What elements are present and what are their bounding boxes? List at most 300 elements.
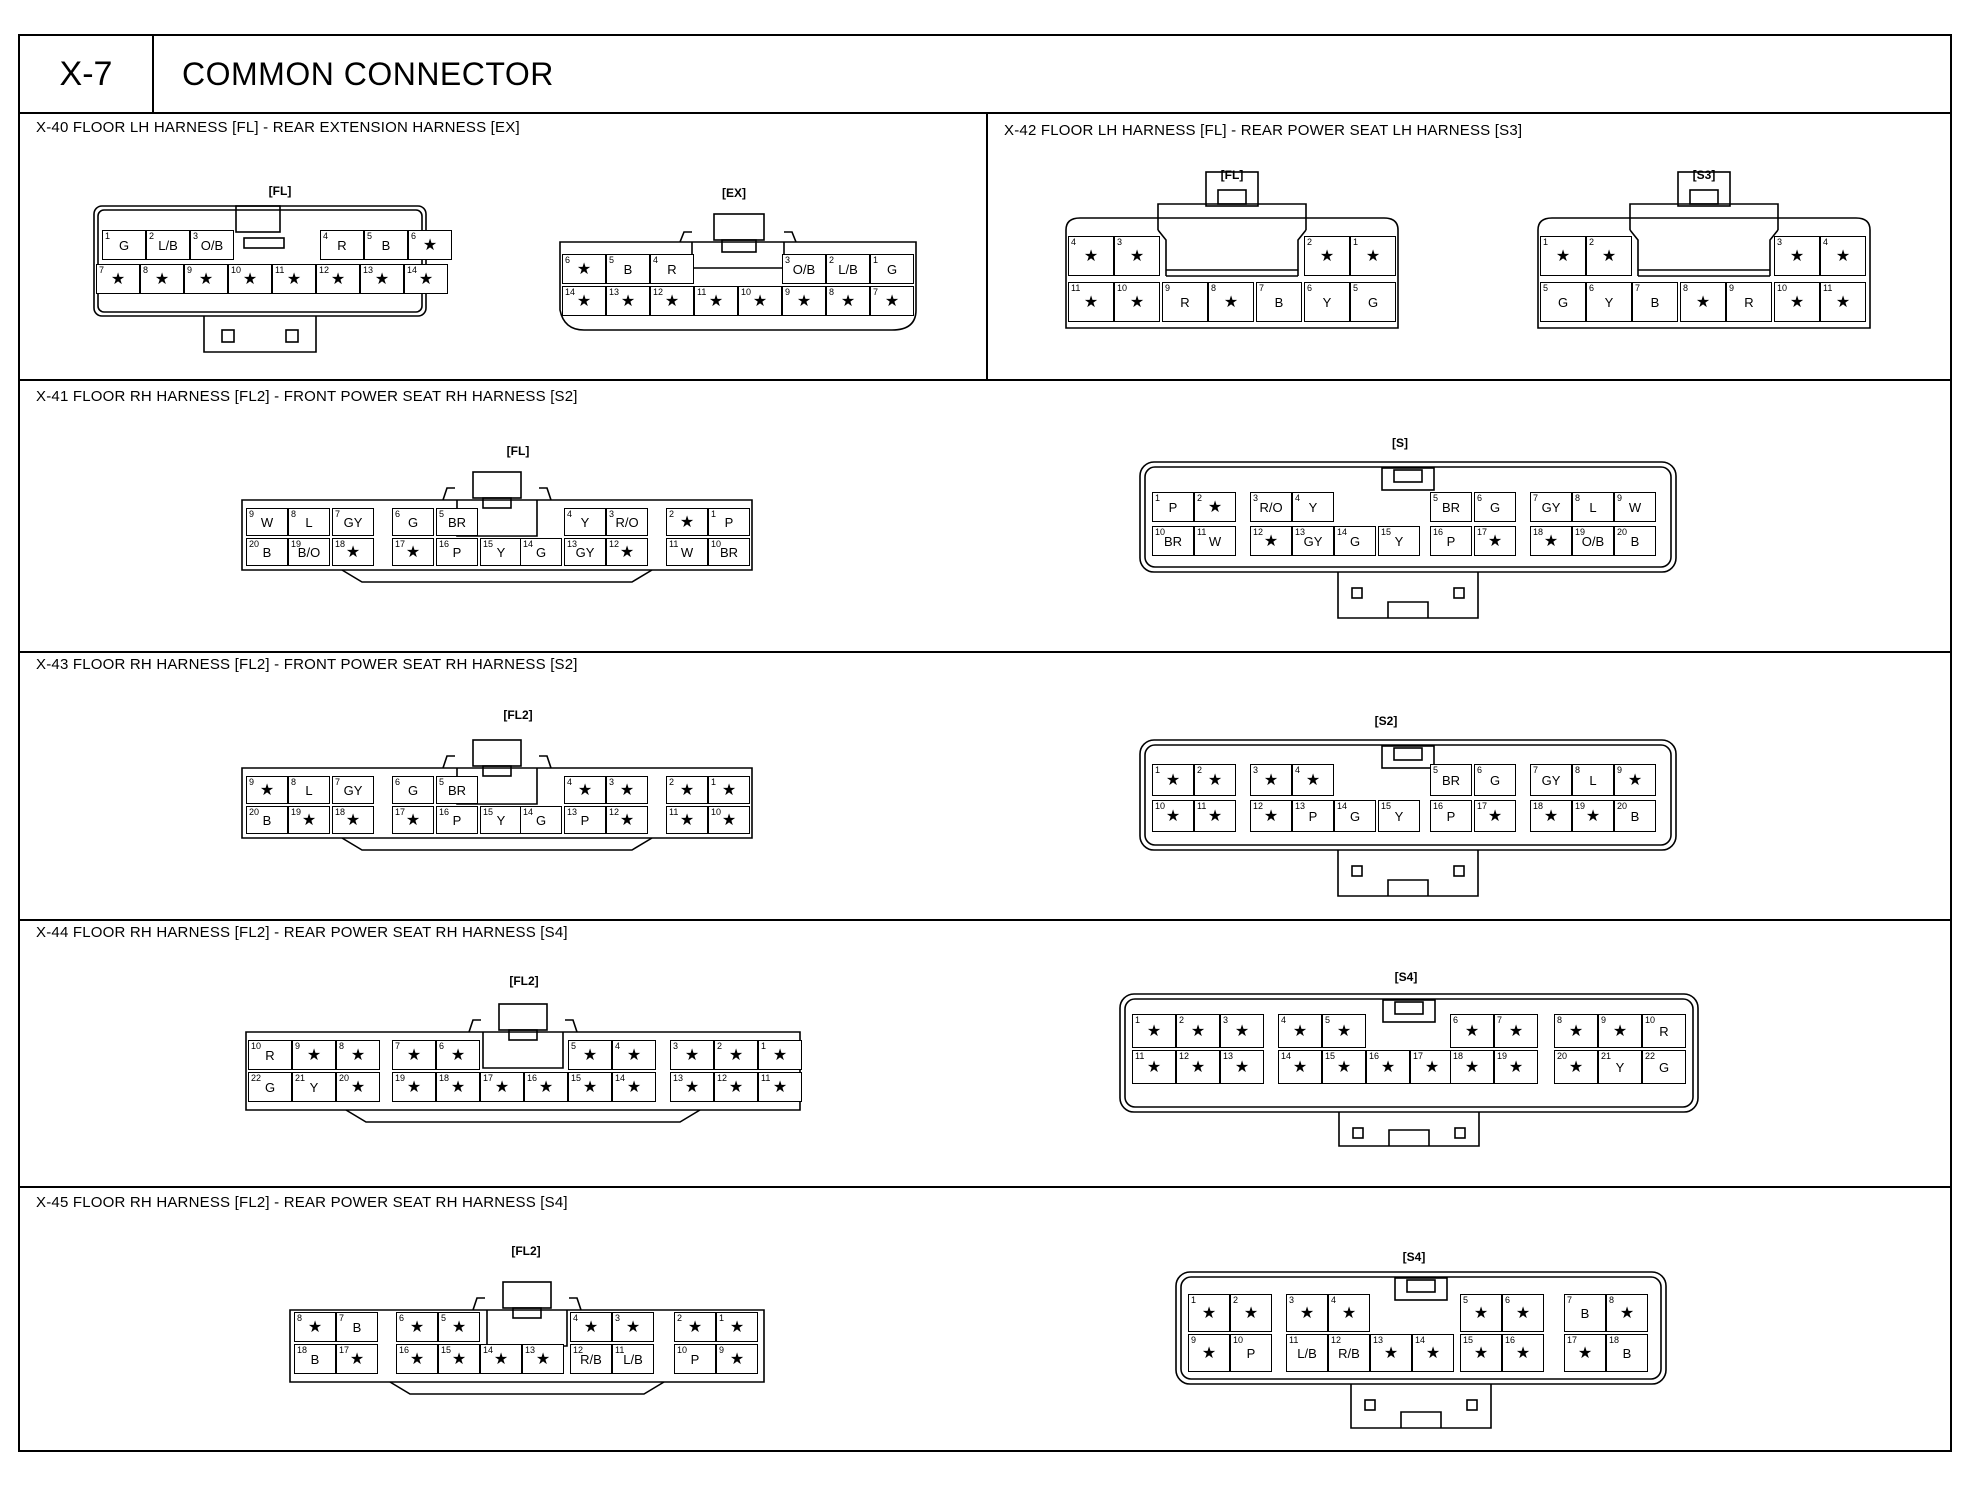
pin-cell	[1370, 1334, 1412, 1372]
unused-pin-star-icon: ★	[1292, 1059, 1308, 1077]
pin-cell	[392, 1040, 436, 1070]
pin-number: 18	[1609, 1335, 1620, 1345]
pin-number: 17	[339, 1345, 350, 1355]
pin-number: 13	[363, 265, 374, 275]
pin-number: 14	[1337, 527, 1348, 537]
pin-number: 6	[1589, 283, 1595, 293]
unused-pin-star-icon: ★	[728, 1047, 744, 1065]
pin-cell	[606, 286, 650, 316]
pin-cell	[140, 264, 184, 294]
pin-cell	[612, 1344, 654, 1374]
pin-number: 14	[523, 539, 534, 549]
unused-pin-star-icon: ★	[687, 1319, 703, 1337]
pin-cell	[1530, 764, 1572, 796]
pin-cell	[520, 806, 562, 834]
unused-pin-star-icon: ★	[301, 812, 317, 830]
section-divider	[20, 919, 1950, 921]
pin-number: 13	[1223, 1051, 1234, 1061]
wire-color: GY	[1541, 773, 1561, 789]
pin-number: 7	[99, 265, 105, 275]
unused-pin-star-icon: ★	[374, 271, 390, 289]
pin-number: 8	[291, 509, 297, 519]
unused-pin-star-icon: ★	[1165, 808, 1181, 826]
pin-cell	[1430, 800, 1472, 832]
wire-color: R	[1744, 295, 1754, 311]
connector-x43-fl2	[242, 740, 752, 850]
wire-color: P	[452, 545, 462, 561]
pin-cell	[436, 806, 478, 834]
wire-color: G	[118, 238, 130, 254]
pin-cell	[568, 1040, 612, 1070]
unused-pin-star-icon: ★	[1319, 248, 1335, 266]
unused-pin-star-icon: ★	[538, 1079, 554, 1097]
pin-number: 13	[567, 539, 578, 549]
pin-cell	[1474, 764, 1516, 796]
unused-pin-star-icon: ★	[1577, 1345, 1593, 1363]
section-divider	[20, 651, 1950, 653]
unused-pin-star-icon: ★	[684, 1047, 700, 1065]
pin-cell	[674, 1344, 716, 1374]
unused-pin-star-icon: ★	[1543, 808, 1559, 826]
pin-number: 14	[1415, 1335, 1426, 1345]
pin-number: 4	[323, 231, 329, 241]
pin-number: 8	[1557, 1015, 1563, 1025]
unused-pin-star-icon: ★	[345, 544, 361, 562]
unused-pin-star-icon: ★	[306, 1047, 322, 1065]
pin-cell	[1460, 1294, 1502, 1332]
pin-number: 5	[367, 231, 373, 241]
pin-cell	[1726, 282, 1772, 322]
pin-number: 1	[105, 231, 111, 241]
pin-cell	[360, 264, 404, 294]
pin-number: 6	[565, 255, 571, 265]
wire-color: G	[407, 783, 419, 799]
wire-color: BR	[1441, 500, 1461, 516]
pin-cell	[1410, 1050, 1454, 1084]
pin-number: 1	[711, 777, 717, 787]
wire-color: Y	[1615, 1060, 1625, 1076]
unused-pin-star-icon: ★	[1336, 1059, 1352, 1077]
unused-pin-star-icon: ★	[493, 1351, 509, 1369]
unused-pin-star-icon: ★	[1835, 294, 1851, 312]
sheet-title: COMMON CONNECTOR	[182, 56, 554, 92]
pin-cell	[248, 1072, 292, 1102]
pin-cell	[246, 538, 288, 566]
pin-number: 2	[1307, 237, 1313, 247]
unused-pin-star-icon: ★	[583, 1319, 599, 1337]
pin-number: 3	[1289, 1295, 1295, 1305]
pin-cell	[336, 1312, 378, 1342]
pin-cell	[666, 538, 708, 566]
unused-pin-star-icon: ★	[1146, 1059, 1162, 1077]
pin-number: 2	[669, 777, 675, 787]
pin-number: 10	[1117, 283, 1128, 293]
pin-cell	[392, 776, 434, 804]
pin-number: 6	[411, 231, 417, 241]
pin-number: 18	[1453, 1051, 1464, 1061]
pin-number: 3	[1117, 237, 1123, 247]
pin-number: 2	[149, 231, 155, 241]
pin-number: 14	[1337, 801, 1348, 811]
pin-number: 1	[1191, 1295, 1197, 1305]
pin-cell	[674, 1312, 716, 1342]
pin-number: 4	[615, 1041, 621, 1051]
pin-cell	[1642, 1050, 1686, 1084]
pin-number: 16	[1369, 1051, 1380, 1061]
section-title-x45: X-45 FLOOR RH HARNESS [FL2] - REAR POWER SEAT RH HARNESS [S4]	[36, 1194, 568, 1211]
pin-number: 3	[1223, 1015, 1229, 1025]
pin-number: 19	[395, 1073, 406, 1083]
pin-cell	[606, 508, 648, 536]
pin-number: 5	[571, 1041, 577, 1051]
pin-number: 14	[565, 287, 576, 297]
wire-color: GY	[343, 515, 363, 531]
connector-x42-fl	[1066, 190, 1398, 336]
unused-pin-star-icon: ★	[679, 812, 695, 830]
pin-number: 16	[439, 807, 450, 817]
pin-cell	[1230, 1334, 1272, 1372]
unused-pin-star-icon: ★	[619, 812, 635, 830]
pin-cell	[1614, 526, 1656, 556]
pin-cell	[564, 806, 606, 834]
pin-cell	[568, 1072, 612, 1102]
pin-cell	[272, 264, 316, 294]
wire-color: G	[1349, 534, 1361, 550]
pin-cell	[1598, 1014, 1642, 1048]
pin-number: 8	[1609, 1295, 1615, 1305]
unused-pin-star-icon: ★	[576, 293, 592, 311]
pin-number: 13	[1373, 1335, 1384, 1345]
pin-number: 9	[249, 509, 255, 519]
pin-number: 7	[1497, 1015, 1503, 1025]
pin-number: 15	[483, 539, 494, 549]
pin-cell	[1460, 1334, 1502, 1372]
pin-cell	[694, 286, 738, 316]
pin-number: 7	[1635, 283, 1641, 293]
connector-x44-s4	[1120, 994, 1698, 1150]
pin-cell	[1430, 492, 1472, 522]
pin-cell	[336, 1344, 378, 1374]
pin-cell	[1366, 1050, 1410, 1084]
wire-color: G	[1557, 295, 1569, 311]
pin-cell	[1068, 236, 1114, 276]
pin-number: 11	[1071, 283, 1081, 293]
pin-cell	[1564, 1294, 1606, 1332]
pin-number: 5	[439, 777, 445, 787]
pin-cell	[562, 286, 606, 316]
pin-cell	[294, 1344, 336, 1374]
section-title-x40: X-40 FLOOR LH HARNESS [FL] - REAR EXTENSION HARNESS [EX]	[36, 119, 520, 136]
pin-cell	[564, 508, 606, 536]
pin-cell	[1230, 1294, 1272, 1332]
unused-pin-star-icon: ★	[626, 1047, 642, 1065]
pin-cell	[1250, 526, 1292, 556]
pin-number: 11	[1135, 1051, 1145, 1061]
pin-cell	[1334, 526, 1376, 556]
pin-cell	[1474, 800, 1516, 832]
pin-number: 20	[339, 1073, 350, 1083]
header-divider	[20, 112, 1950, 114]
unused-pin-star-icon: ★	[1464, 1059, 1480, 1077]
pin-number: 17	[395, 539, 406, 549]
pin-number: 7	[873, 287, 879, 297]
pin-cell	[1606, 1334, 1648, 1372]
pin-cell	[1572, 764, 1614, 796]
pin-cell	[480, 538, 522, 566]
wire-color: R	[1180, 295, 1190, 311]
pin-number: 17	[395, 807, 406, 817]
pin-cell	[738, 286, 782, 316]
pin-number: 12	[573, 1345, 584, 1355]
wire-color: O/B	[200, 238, 224, 254]
wire-color: W	[1208, 534, 1222, 550]
unused-pin-star-icon: ★	[406, 1047, 422, 1065]
pin-number: 9	[249, 777, 255, 787]
pin-cell	[436, 1040, 480, 1070]
wire-color: BR	[719, 545, 739, 561]
wire-color: Y	[496, 813, 506, 829]
pin-cell	[1334, 800, 1376, 832]
pin-cell	[826, 254, 870, 284]
pin-cell	[650, 286, 694, 316]
pin-number: 9	[1191, 1335, 1197, 1345]
pin-number: 8	[1683, 283, 1689, 293]
pin-number: 18	[1533, 527, 1544, 537]
pin-number: 17	[1477, 527, 1488, 537]
pin-cell	[708, 806, 750, 834]
unused-pin-star-icon: ★	[1146, 1023, 1162, 1041]
unused-pin-star-icon: ★	[1365, 248, 1381, 266]
pin-cell	[436, 776, 478, 804]
pin-cell	[612, 1040, 656, 1070]
pin-cell	[708, 508, 750, 536]
pin-cell	[562, 254, 606, 284]
pin-cell	[294, 1312, 336, 1342]
pin-number: 12	[1331, 1335, 1342, 1345]
pin-number: 6	[439, 1041, 445, 1051]
pin-number: 4	[1295, 493, 1301, 503]
pin-cell	[392, 1072, 436, 1102]
unused-pin-star-icon: ★	[259, 782, 275, 800]
pin-cell	[1378, 800, 1420, 832]
pin-cell	[408, 230, 452, 260]
wire-color: Y	[1308, 500, 1318, 516]
pin-number: 20	[1617, 801, 1628, 811]
pin-number: 2	[1589, 237, 1595, 247]
pin-cell	[1292, 526, 1334, 556]
pin-cell	[1474, 492, 1516, 522]
wire-color: W	[680, 545, 694, 561]
unused-pin-star-icon: ★	[1487, 533, 1503, 551]
pin-number: 4	[1295, 765, 1301, 775]
pin-cell	[1572, 526, 1614, 556]
pin-cell	[1564, 1334, 1606, 1372]
pin-cell	[1292, 800, 1334, 832]
pin-number: 6	[395, 509, 401, 519]
pin-cell	[758, 1072, 802, 1102]
pin-cell	[146, 230, 190, 260]
pin-number: 18	[297, 1345, 308, 1355]
pin-cell	[1502, 1334, 1544, 1372]
pin-cell	[1450, 1050, 1494, 1084]
pin-cell	[1322, 1050, 1366, 1084]
unused-pin-star-icon: ★	[1190, 1059, 1206, 1077]
pin-number: 1	[873, 255, 879, 265]
pin-cell	[288, 776, 330, 804]
pin-cell	[1194, 526, 1236, 556]
pin-number: 6	[1505, 1295, 1511, 1305]
wire-color: O/B	[792, 262, 816, 278]
pin-cell	[612, 1312, 654, 1342]
pin-cell	[1114, 282, 1160, 322]
pin-number: 4	[573, 1313, 579, 1323]
pin-number: 21	[295, 1073, 306, 1083]
pin-cell	[184, 264, 228, 294]
pin-number: 12	[319, 265, 330, 275]
pin-number: 11	[275, 265, 285, 275]
pin-number: 2	[1233, 1295, 1239, 1305]
pin-cell	[708, 776, 750, 804]
wire-color: L/B	[838, 262, 858, 278]
pin-number: 4	[1823, 237, 1829, 247]
unused-pin-star-icon: ★	[1464, 1023, 1480, 1041]
unused-pin-star-icon: ★	[840, 293, 856, 311]
pin-number: 4	[1281, 1015, 1287, 1025]
wire-color: Y	[496, 545, 506, 561]
pin-cell	[1606, 1294, 1648, 1332]
pin-cell	[1068, 282, 1114, 322]
pin-cell	[1378, 526, 1420, 556]
pin-cell	[782, 254, 826, 284]
pin-cell	[714, 1040, 758, 1070]
pin-cell	[570, 1312, 612, 1342]
pin-number: 17	[1413, 1051, 1424, 1061]
wire-color: R/O	[615, 515, 639, 531]
unused-pin-star-icon: ★	[729, 1351, 745, 1369]
pin-cell	[782, 286, 826, 316]
unused-pin-star-icon: ★	[350, 1079, 366, 1097]
unused-pin-star-icon: ★	[1243, 1305, 1259, 1323]
wire-color: W	[260, 515, 274, 531]
unused-pin-star-icon: ★	[1336, 1023, 1352, 1041]
pin-cell	[1540, 282, 1586, 322]
pin-number: 20	[1617, 527, 1628, 537]
pin-number: 2	[829, 255, 835, 265]
pin-cell	[1250, 764, 1292, 796]
section-title-x41: X-41 FLOOR RH HARNESS [FL2] - FRONT POWER SEAT RH HARNESS [S2]	[36, 388, 578, 405]
pin-cell	[1176, 1050, 1220, 1084]
pin-cell	[1194, 764, 1236, 796]
wire-color: B	[381, 238, 391, 254]
wire-color: GY	[343, 783, 363, 799]
pin-cell	[1328, 1334, 1370, 1372]
pin-cell	[1494, 1050, 1538, 1084]
wire-color: Y	[1394, 534, 1404, 550]
pin-cell	[246, 508, 288, 536]
unused-pin-star-icon: ★	[1487, 808, 1503, 826]
wire-color: G	[535, 545, 547, 561]
pin-number: 16	[1433, 527, 1444, 537]
section-divider	[20, 1186, 1950, 1188]
wire-color: P	[1446, 809, 1456, 825]
wire-color: R	[1659, 1024, 1669, 1040]
connector-x45-s4	[1176, 1272, 1666, 1432]
unused-pin-star-icon: ★	[1585, 808, 1601, 826]
pin-number: 15	[1325, 1051, 1336, 1061]
wire-color: B	[352, 1320, 362, 1336]
pin-number: 8	[1575, 765, 1581, 775]
unused-pin-star-icon: ★	[1568, 1023, 1584, 1041]
wire-color: G	[1349, 809, 1361, 825]
wire-color: B	[1274, 295, 1284, 311]
pin-number: 5	[609, 255, 615, 265]
unused-pin-star-icon: ★	[409, 1351, 425, 1369]
pin-number: 22	[1645, 1051, 1656, 1061]
unused-pin-star-icon: ★	[1263, 533, 1279, 551]
pin-cell	[228, 264, 272, 294]
pin-number: 21	[1601, 1051, 1612, 1061]
pin-cell	[1286, 1294, 1328, 1332]
unused-pin-star-icon: ★	[1234, 1059, 1250, 1077]
unused-pin-star-icon: ★	[1299, 1305, 1315, 1323]
pin-cell	[606, 254, 650, 284]
pin-cell	[1188, 1294, 1230, 1332]
pin-number: 10	[1777, 283, 1788, 293]
pin-number: 5	[439, 509, 445, 519]
connector-x40-fl	[94, 206, 438, 352]
wire-color: L/B	[623, 1352, 643, 1368]
pin-number: 3	[1777, 237, 1783, 247]
unused-pin-star-icon: ★	[664, 293, 680, 311]
wire-color: Y	[309, 1080, 319, 1096]
wire-color: P	[580, 813, 590, 829]
unused-pin-star-icon: ★	[1083, 294, 1099, 312]
pin-number: 15	[1381, 527, 1392, 537]
pin-number: 7	[1259, 283, 1265, 293]
pin-number: 4	[567, 509, 573, 519]
pin-cell	[666, 508, 708, 536]
pin-number: 14	[1281, 1051, 1292, 1061]
pin-number: 15	[1463, 1335, 1474, 1345]
pin-cell	[606, 806, 648, 834]
pin-cell	[1322, 1014, 1366, 1048]
pin-cell	[1304, 282, 1350, 322]
unused-pin-star-icon: ★	[1383, 1345, 1399, 1363]
pin-number: 17	[1567, 1335, 1578, 1345]
unused-pin-star-icon: ★	[1341, 1305, 1357, 1323]
unused-pin-star-icon: ★	[1473, 1305, 1489, 1323]
pin-number: 11	[1289, 1335, 1299, 1345]
pin-number: 1	[1155, 765, 1161, 775]
pin-number: 10	[1233, 1335, 1244, 1345]
pin-number: 13	[1295, 801, 1306, 811]
pin-cell	[1540, 236, 1586, 276]
pin-number: 11	[1823, 283, 1833, 293]
pin-cell	[666, 806, 708, 834]
pin-cell	[1328, 1294, 1370, 1332]
pin-number: 3	[1253, 493, 1259, 503]
pin-number: 5	[1433, 765, 1439, 775]
unused-pin-star-icon: ★	[1201, 1345, 1217, 1363]
wire-color: Y	[1604, 295, 1614, 311]
wire-color: G	[1367, 295, 1379, 311]
pin-cell	[1586, 236, 1632, 276]
wire-color: G	[1489, 773, 1501, 789]
pin-number: 2	[717, 1041, 723, 1051]
unused-pin-star-icon: ★	[1083, 248, 1099, 266]
pin-number: 3	[1253, 765, 1259, 775]
pin-number: 10	[677, 1345, 688, 1355]
